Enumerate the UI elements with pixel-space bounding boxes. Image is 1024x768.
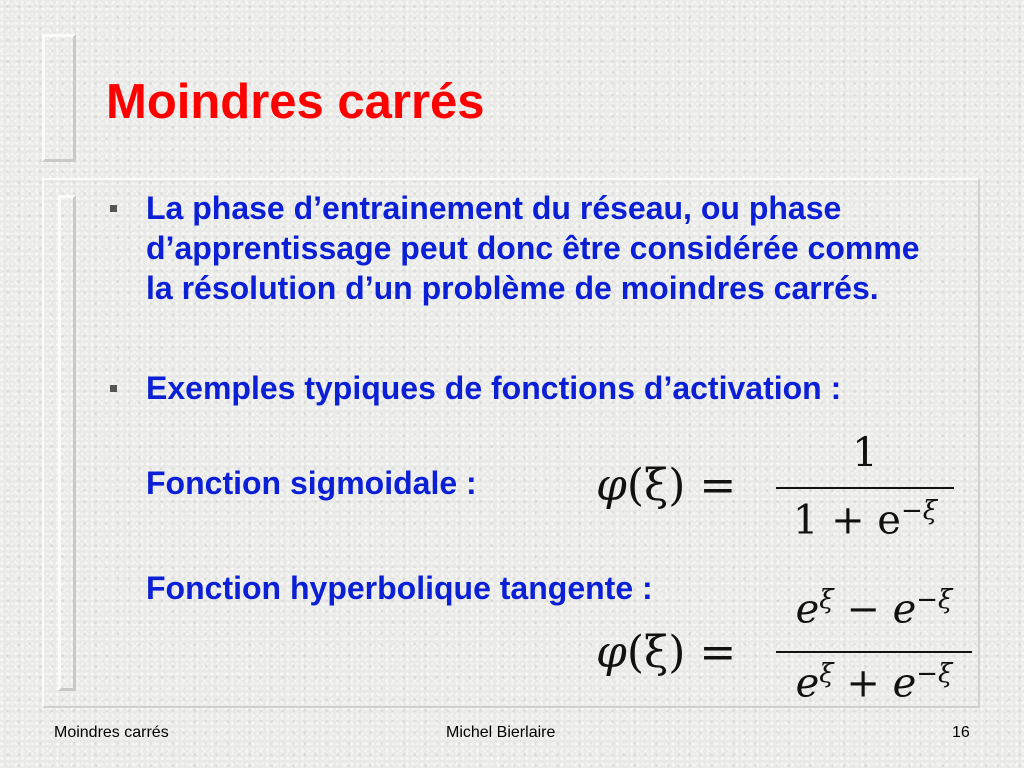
tanh-fraction: [776, 585, 972, 710]
footer-title: Moindres carrés: [54, 724, 169, 741]
sigmoid-equals: =: [699, 460, 737, 511]
bullet-marker-2: [110, 385, 117, 392]
tanh-numerator: [776, 585, 972, 632]
bullet-text-2: Exemples typiques de fonctions d’activation :: [146, 370, 842, 406]
tanh-num-op: −: [846, 586, 880, 633]
sigmoid-den-exp: −ξ: [900, 496, 938, 526]
sigmoid-arg: (ξ): [626, 460, 686, 511]
tanh-den-e2: e: [892, 660, 917, 707]
tanh-arg: (ξ): [626, 627, 686, 678]
sigmoid-fraction: [776, 430, 954, 550]
sigmoid-den-base: 1 + e: [792, 497, 901, 544]
bullet-text-1: La phase d’entrainement du réseau, ou phase d’apprentissage peut donc être considérée comme la résolution d’un problème de moindres carrés.: [146, 190, 920, 306]
sigmoid-formula: [596, 430, 966, 550]
tanh-formula: [596, 585, 976, 710]
sigmoid-numerator: 1: [852, 430, 878, 476]
bullet-marker-1: [110, 205, 117, 212]
footer-page-number: 16: [952, 724, 970, 741]
tanh-num-exp1: ξ: [819, 585, 834, 615]
tanh-den-e1: e: [795, 660, 820, 707]
sigmoid-denominator: [776, 496, 954, 543]
decorative-frame-top: [42, 34, 76, 162]
tanh-lhs: [596, 627, 736, 678]
tanh-phi: φ: [596, 627, 627, 678]
tanh-den-exp2: −ξ: [916, 659, 953, 689]
tanh-num-e2: e: [892, 586, 917, 633]
footer-author: Michel Bierlaire: [446, 724, 556, 741]
tanh-den-op: +: [846, 660, 880, 707]
sigmoid-phi: φ: [596, 460, 627, 511]
tanh-den-exp1: ξ: [819, 659, 834, 689]
sigmoid-label: Fonction sigmoidale :: [146, 465, 477, 501]
sigmoid-lhs: [596, 460, 736, 511]
slide-title: Moindres carrés: [106, 75, 485, 129]
tanh-num-e1: e: [795, 586, 820, 633]
tanh-equals: =: [699, 627, 737, 678]
tanh-num-exp2: −ξ: [916, 585, 953, 615]
sigmoid-fraction-bar: [776, 487, 954, 489]
tanh-fraction-bar: [776, 651, 972, 653]
tanh-label: Fonction hyperbolique tangente :: [146, 570, 653, 606]
tanh-denominator: [776, 659, 972, 706]
